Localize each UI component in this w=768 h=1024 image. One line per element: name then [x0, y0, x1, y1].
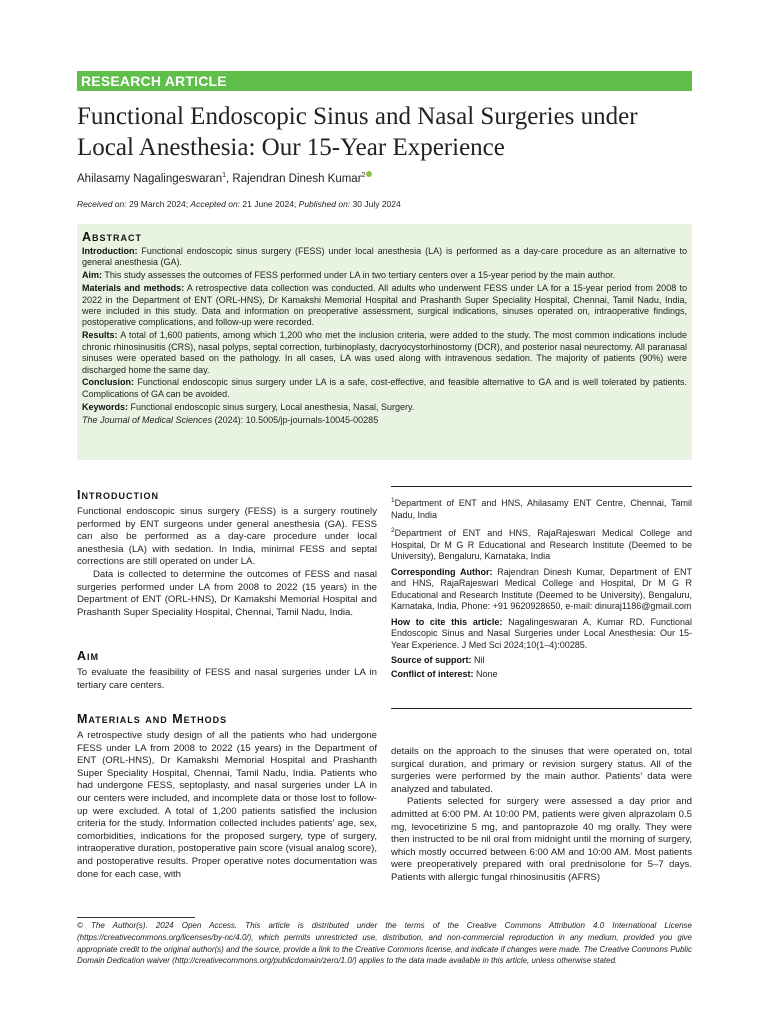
support-text: Nil [471, 655, 485, 665]
introduction-paragraph: Data is collected to determine the outcomes of FESS and nasal surgeries performed under LA from 2008 to 2022 (15 years) in the Department of ENT (ORL-HNS), Dr Kamakshi Memorial Hospital and Prashanth Super Speciality Hospital, Chennai, Tamil Nadu, India. [77, 568, 377, 618]
affiliation-marker: 2 [391, 527, 395, 534]
affiliation-marker: 1 [222, 172, 227, 179]
author-line [77, 171, 372, 185]
corresponding-author [391, 567, 692, 613]
methods-paragraph: details on the approach to the sinuses that were operated on, total surgical duration, and primary or revision surgery status. All of the surgeries were performed by the main author. Patients’ data were analyzed and tabulated. [391, 746, 692, 795]
abstract-conclusion [82, 377, 687, 400]
abstract-heading: Abstract [82, 230, 143, 244]
abstract-results [82, 330, 687, 376]
abstract-text: A retrospective data collection was conducted. All adults who underwent FESS under LA for a 15-year period from 2008 to 2022 in the Department of ENT (ORL-HNS), Dr Kamakshi Memorial Hospital and Prashanth Super Speciality Hospital, Chennai, Tamil Nadu, India, were included in this study. Data and information on preoperative assessment, surgical indications, sinuses operated on, intraoperative findings, postoperative complications, and follow-up were recorded. [82, 283, 687, 328]
accepted-label: Accepted on: [190, 199, 241, 209]
abstract-aim [82, 270, 687, 281]
abstract-text: A total of 1,600 patients, among which 1,200 who met the inclusion criteria, were added to the study. The most common indications include chronic rhinosinusitis (CRS), nasal polyps, septal correction, turbinoplasty, dacryocystorhinostomy (DCR), and posterior nasal neurectomy. All paranasal sinuses were operated based on the pathology. In all cases, LA was used along with intravenous sedation. The majority of patients (90%) were discharged home the same day. [82, 330, 687, 375]
published-date: 30 July 2024 [350, 199, 401, 209]
abstract-keywords [82, 402, 687, 413]
abstract-introduction [82, 246, 687, 269]
abstract-text: Functional endoscopic sinus surgery (FESS) under local anesthesia (LA) is performed as a day-care procedure as an alternative to general anesthesia (GA). [82, 246, 687, 268]
abstract-text: This study assesses the outcomes of FESS performed under LA in two tertiary centers over a 15-year period by the main author. [102, 270, 616, 281]
corresponding-label: Corresponding Author: [391, 566, 493, 577]
author-separator: , [226, 172, 233, 185]
article-dates [77, 199, 401, 209]
journal-name: The Journal of Medical Sciences [82, 414, 213, 425]
license-footer: © The Author(s). 2024 Open Access. This article is distributed under the terms of the Creative Commons Attribution 4.0 International License (https://creativecommons.org/licenses/by-nc/4.0/), which permits unrestricted use, distribution, and non-commercial reproduction in any medium, provided you give appropriate credit to the original author(s) and the source, provide a link to the Creative Commons license, and indicate if changes were made. The Creative Commons Public Domain Dedication waiver (http://creativecommons.org/publicdomain/zero/1.0/) applies to the data made available in this article, unless otherwise stated. [77, 921, 692, 966]
aim-paragraph: To evaluate the feasibility of FESS and nasal surgeries under LA in tertiary care centers. [77, 667, 377, 691]
article-type-banner: RESEARCH ARTICLE [77, 71, 692, 91]
orcid-icon[interactable] [366, 171, 372, 177]
abstract-label: Introduction: [82, 246, 138, 256]
affiliation-2 [391, 525, 692, 563]
methods-section [77, 712, 377, 881]
abstract-label: Results: [82, 330, 118, 341]
cite-text: Nagalingeswaran A, Kumar RD. Functional Endoscopic Sinus and Nasal Surgeries under Local Anesthesia: Our 15-Year Experience. J Med Sci 2024;10(1–4):00285. [391, 616, 692, 650]
abstract-label: Aim: [82, 270, 102, 281]
abstract-label: Conclusion: [82, 377, 134, 388]
published-label: Published on: [298, 199, 351, 209]
conflict-label: Conflict of interest: [391, 668, 474, 679]
abstract-box [77, 224, 692, 460]
support-label: Source of support: [391, 655, 472, 665]
methods-continued [391, 746, 692, 885]
conflict-text: None [473, 668, 498, 679]
affiliation-bottom-rule [391, 708, 692, 709]
affiliations-block [391, 495, 692, 684]
aim-section [77, 649, 377, 692]
affiliation-top-rule [391, 486, 692, 487]
affiliation-text: Department of ENT and HNS, Ahilasamy ENT Centre, Chennai, Tamil Nadu, India [391, 498, 692, 520]
corresponding-text: Rajendran Dinesh Kumar, Department of ENT and HNS, RajaRajeswari Medical College and Hospital, Dr M G R Educational and Research Institute (Deemed to be University), Bengaluru, Karnataka, India, Phone: +91 9620928650, e-mail: dinuraj1186@gmail.com [391, 566, 692, 611]
journal-citation [82, 415, 687, 426]
methods-paragraph: Patients selected for surgery were assessed a day prior and admitted at 6:00 PM. At 10:00 PM, patients were given alprazolam 0.5 mg, levocetirizine 5 mg, and pantoprazole 40 mg orally. They were then instructed to be nil oral from midnight until the morning of surgery, which mostly occurred between 6:00 AM and 10:00 AM. Most patients were preoperatively prepared with oral prednisolone for 5–7 days. Patients with allergic fungal rhinosinusitis (AFRS) [391, 796, 692, 883]
affiliation-text: Department of ENT and HNS, RajaRajeswari Medical College and Hospital, Dr M G R Educational and Research Institute (Deemed to be University), Bengaluru, Karnataka, India [391, 528, 692, 561]
affiliation-1 [391, 495, 692, 521]
methods-heading: Materials and Methods [77, 712, 228, 726]
conflict-of-interest [391, 669, 692, 681]
received-label: Received on: [77, 199, 127, 209]
footer-rule [77, 917, 195, 918]
author-name: Rajendran Dinesh Kumar [232, 172, 362, 185]
abstract-label: Materials and methods: [82, 283, 185, 294]
abstract-text: Functional endoscopic sinus surgery, Local anesthesia, Nasal, Surgery. [128, 401, 415, 412]
journal-doi[interactable]: (2024): 10.5005/jp-journals-10045-00285 [212, 414, 379, 425]
source-of-support [391, 655, 692, 667]
accepted-date: 21 June 2024; [240, 199, 299, 209]
affiliation-marker: 2 [361, 172, 366, 179]
affiliation-marker: 1 [391, 497, 395, 504]
article-title: Functional Endoscopic Sinus and Nasal Surgeries under Local Anesthesia: Our 15-Year Experience [77, 103, 638, 161]
received-date: 29 March 2024; [126, 199, 191, 209]
introduction-section [77, 488, 377, 619]
how-to-cite [391, 617, 692, 652]
introduction-heading: Introduction [77, 488, 159, 502]
aim-heading: Aim [77, 649, 100, 663]
abstract-label: Keywords: [82, 401, 129, 412]
cite-label: How to cite this article: [391, 616, 503, 627]
methods-paragraph: A retrospective study design of all the patients who had undergone FESS under LA from 2008 to 2022 (15 years) in the Department of ENT (ORL-HNS), Dr Kamakshi Memorial Hospital and Prashanth Super Speciality Hospital, Chennai, Tamil Nadu, India. Patients who had undergone FESS, septoplasty, and nasal surgeries under LA in our centers were included, and incomplete data or those lost to follow-up were excluded. A total of 1,200 patients satisfied the inclusion criteria for the study. Information collected includes patients’ age, sex, comorbidities, indications for the proposed surgery, type of surgery, intraoperative duration, postoperative pain score (visual analog score), and postoperative results. Proper operative notes documentation was done for each case, with [77, 730, 377, 880]
introduction-paragraph: Functional endoscopic sinus surgery (FESS) is a surgery routinely performed by ENT surgeons under general anesthesia (GA). FESS can also be performed as a day-care procedure under local anesthesia (LA) with sedation. In India, minimal FESS and septal corrections are still operated on under LA. [77, 506, 377, 568]
abstract-methods [82, 283, 687, 329]
author-name: Ahilasamy Nagalingeswaran [77, 172, 223, 185]
abstract-text: Functional endoscopic sinus surgery under LA is a safe, cost-effective, and feasible alternative to GA and is well tolerated by patients. Complications of GA can be avoided. [82, 377, 687, 399]
